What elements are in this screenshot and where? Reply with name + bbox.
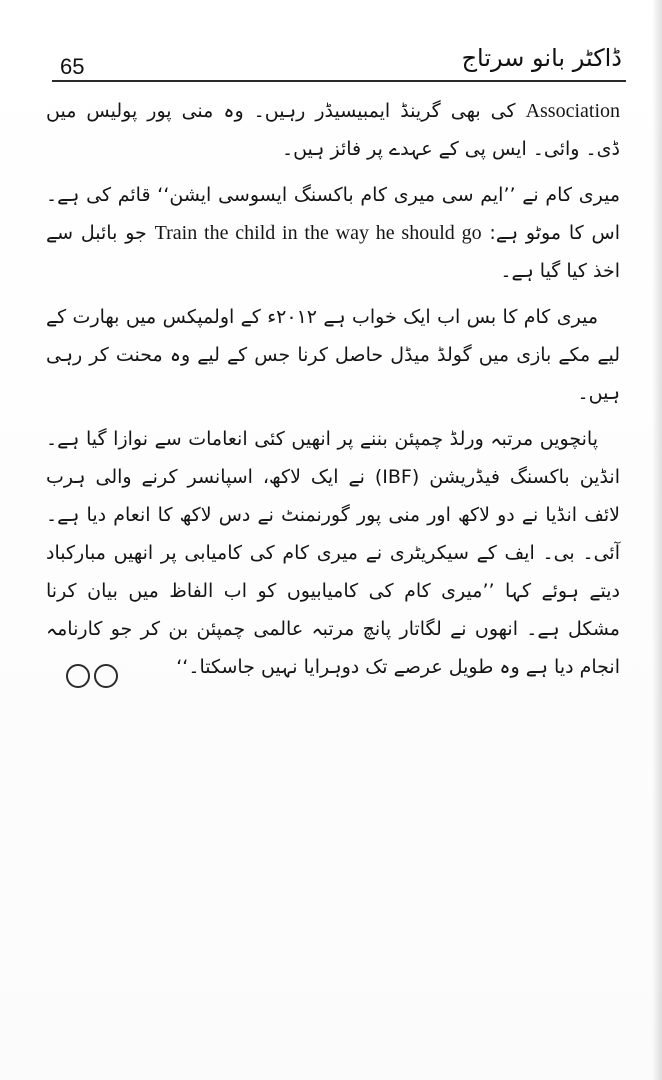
page-header <box>52 40 626 82</box>
paragraph-4 <box>46 420 620 686</box>
end-circle-icon <box>94 664 118 688</box>
body-text <box>46 92 620 694</box>
paragraph-2-english-motto: Train the child in the way he should go <box>154 222 482 244</box>
paragraph-1 <box>46 92 620 168</box>
paragraph-1-english-phrase: Association <box>525 100 620 122</box>
paragraph-4-text: پانچویں مرتبہ ورلڈ چمپئن بننے پر انھیں کئی انعامات سے نوازا گیا ہے۔ انڈین باکسنگ فیڈریشن (IBF) نے ایک لاکھ، اسپانسر کرنے والی ہرب لائف انڈیا نے دو لاکھ اور منی پور گورنمنٹ نے دس لاکھ کا انعام دیا ہے۔ آئی۔ بی۔ ایف کے سیکریٹری نے میری کام کی کامیابی پر انھیں مبارکباد دیتے ہوئے کہا ’’میری کام کی کامیابیوں کو اب الفاظ میں بیان کرنا مشکل ہے۔ انھوں نے لگاتار پانچ مرتبہ عالمی چمپئن بن کر جو کارنامہ انجام دیا ہے وہ طویل عرصے تک دوہرایا نہیں جاسکتا۔‘‘ <box>46 428 620 678</box>
page-number: 65 <box>60 54 85 79</box>
paragraph-1-text-after: کی بھی گرینڈ ایمبیسیڈر رہیں۔ وہ منی پور پولیس میں ڈی۔ وائی۔ ایس پی کے عہدے پر فائز ہیں۔ <box>46 100 620 160</box>
header-rule <box>52 80 626 82</box>
paragraph-2 <box>46 176 620 290</box>
running-title: ڈاکٹر بانو سرتاج <box>461 44 622 72</box>
page-edge-shadow <box>652 0 662 1080</box>
paragraph-2-text-before: میری کام نے ’’ایم سی میری کام باکسنگ ایسوسی ایشن‘‘ قائم کی ہے۔ اس کا موٹو ہے: <box>46 184 620 244</box>
paragraph-2-text-after: جو بائبل سے اخذ کیا گیا ہے۔ <box>46 222 620 282</box>
section-end-mark <box>66 664 118 688</box>
end-circle-icon <box>66 664 90 688</box>
paragraph-3-text: میری کام کا بس اب ایک خواب ہے ۲۰۱۲ء کے اولمپکس میں بھارت کے لیے مکے بازی میں گولڈ میڈل حاصل کرنا جس کے لیے وہ محنت کر رہی ہیں۔ <box>46 306 620 404</box>
paragraph-3 <box>46 298 620 412</box>
